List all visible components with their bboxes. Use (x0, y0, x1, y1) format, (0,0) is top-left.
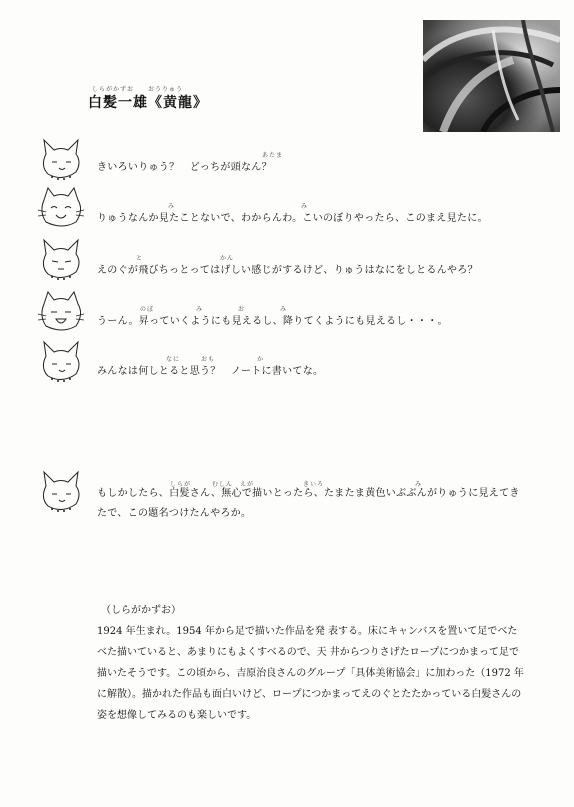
bio-text: 1924 年生まれ。1954 年から足で描いた作品を発 表する。床にキャンバスを置いて足でべたべた描いていると、あまりにもよくすべるので、天 井からつりさげたロープにつかまって足で描いたそうです。この頃から、吉原治良さんのグループ「具体美術協会」に加わった（1972 年に解散）。描かれた作品も面白いけど、ロープにつかまってえのぐとたたかっている白髪さんの姿を想像してみるのも楽しいです。 (97, 626, 524, 721)
title-ruby: しらがかずお おうりゅう (92, 86, 184, 93)
cat-face-icon (36, 470, 86, 516)
cat-face-icon (36, 238, 86, 284)
artist-bio (97, 600, 527, 726)
bio-reading: （しらがかずお） (101, 605, 181, 616)
page-title: 白髪一雄《黄龍》 (88, 95, 208, 111)
ruby-d5: なに おも か (166, 356, 265, 363)
dialogue-line-1: きいろいりゅう？ どっちが頭なん？ (97, 162, 272, 173)
ruby-d1: あたま (262, 152, 284, 159)
ruby-d2: み み (168, 203, 309, 210)
artwork-photo (423, 20, 560, 132)
ruby-d3: と かん (136, 255, 235, 262)
dialogue-line-3: えのぐが飛びちっとってはげしい感じがするけど、りゅうはなにをしとるんやろ？ (97, 265, 478, 276)
cat-face-icon (36, 290, 86, 336)
dialogue-line-5: みんなは何しとると思う？ ノートに書いてな。 (97, 366, 324, 377)
cat-face-icon (36, 138, 86, 184)
cat-face-icon (36, 186, 86, 232)
ruby-d6: しらが むしん えが きいろ み (170, 481, 423, 488)
dialogue-line-2: りゅうなんか見たことないで、わからんわ。こいのぼりやったら、このまえ見たに。 (97, 213, 488, 224)
ruby-d4: のぼ み お み (140, 306, 288, 313)
dialogue-line-4: うーん。昇っていくようにも見えるし、降りてくようにも見えるし・・・。 (97, 316, 448, 327)
dragon-artwork-icon (423, 20, 560, 132)
cat-face-icon (36, 340, 86, 386)
dialogue-line-6: もしかしたら、白髪さん、無心で描いとったら、たまたま黄色いぶぶんがりゅうに見えてきたで、この題名つけたんやろか。 (97, 488, 520, 519)
